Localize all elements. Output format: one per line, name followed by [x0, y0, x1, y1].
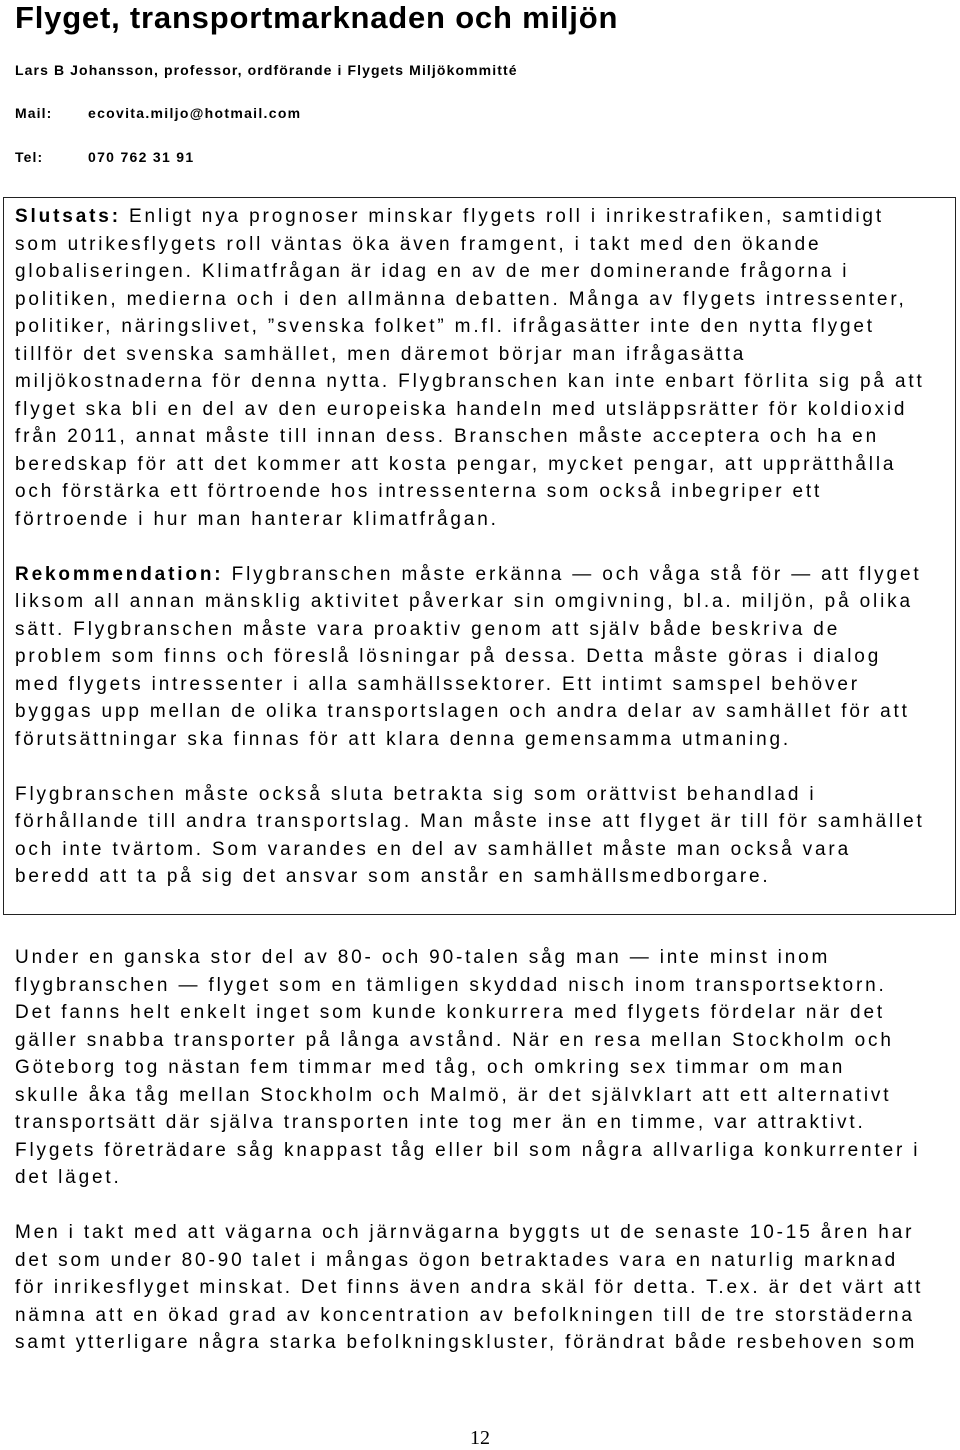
text-line: Flygbranschen måste också sluta betrakta sig som orättvist behandlad i [15, 783, 817, 805]
tel-label: Tel: [15, 149, 44, 165]
closing-paragraph [15, 781, 955, 891]
page-number: 12 [470, 1427, 490, 1449]
text-line: Under en ganska stor del av 80- och 90-talen såg man — inte minst inom [15, 947, 831, 968]
conclusion-paragraph [15, 203, 955, 533]
text-line: politiker, näringslivet, ”svenska folket” m.fl. ifrågasätter inte den nytta flyget [15, 316, 875, 337]
text-line: och inte tvärtom. Som varandes en del av samhället måste man också vara [15, 838, 851, 860]
text-line: det läget. [15, 1167, 122, 1188]
text-line: med flygets intressenter i alla samhällssektorer. Ett intimt samspel behöver [15, 673, 860, 695]
text-line: som utrikesflygets roll väntas öka även framgent, i takt med den ökande [15, 233, 822, 255]
document-title: Flyget, transportmarknaden och miljön [15, 0, 619, 35]
body-paragraph [15, 1219, 923, 1357]
text-line-content: Flygbranschen måste erkänna — och våga stå för — att flyget [231, 563, 922, 585]
author-line: Lars B Johansson, professor, ordförande i Flygets Miljökommitté [15, 62, 518, 78]
text-line [15, 561, 955, 589]
text-line: och förstärka ett förtroende hos intressenterna som också inbegriper ett [15, 481, 823, 502]
text-line: globaliseringen. Klimatfrågan är idag en av de mer dominerande frågorna i [15, 261, 850, 282]
text-line: skulle åka tåg mellan Stockholm och Malmö, är det självklart att ett alternativt [15, 1084, 892, 1106]
text-line: liksom all annan mänsklig aktivitet påverkar sin omgivning, bl.a. miljön, på olika [15, 591, 913, 612]
text-line: tillför det svenska samhället, men däremot börjar man ifrågasätta [15, 343, 747, 365]
text-line: beredd att ta på sig det ansvar som anstår en samhällsmedborgare. [15, 866, 771, 887]
text-line: för inrikesflyget minskat. Det finns även andra skäl för detta. T.ex. är det värt att [15, 1277, 924, 1298]
text-line: politiken, medierna och i den allmänna debatten. Många av flygets intressenter, [15, 288, 907, 310]
text-line: transportsätt där själva transporten inte tog mer än en timme, var attraktivt. [15, 1112, 866, 1133]
text-line: Göteborg tog nästan fem timmar med tåg, och omkring sex timmar om man [15, 1057, 846, 1078]
tel-number: 070 762 31 91 [88, 149, 195, 165]
summary-box [3, 197, 956, 915]
text-line: från 2011, annat måste till innan dess. Branschen måste acceptera och ha en [15, 426, 880, 447]
tel-row [15, 147, 194, 167]
text-line: det som under 80-90 talet i mångas ögon betraktades vara en naturlig marknad [15, 1249, 899, 1271]
mail-address: ecovita.miljo@hotmail.com [88, 105, 302, 121]
text-line: byggas upp mellan de olika transportslagen och andra delar av samhället för att [15, 701, 910, 722]
text-line [15, 203, 955, 231]
recommendation-label: Rekommendation: [15, 563, 224, 585]
text-line: samt ytterligare några starka befolkningskluster, förändrat både resbehoven som [15, 1332, 918, 1353]
text-line: problem som finns och föreslå lösningar på dessa. Detta måste göras i dialog [15, 646, 882, 667]
text-line: Det fanns helt enkelt inget som kunde konkurrera med flygets fördelar när det [15, 1002, 886, 1023]
text-line: beredskap för att det kommer att kosta pengar, mycket pengar, att upprätthålla [15, 453, 897, 475]
text-line: förhållande till andra transportslag. Man måste inse att flyget är till för samhället [15, 811, 925, 832]
text-line: flyget ska bli en del av den europeiska handeln med utsläppsrätter för koldioxid [15, 398, 908, 420]
mail-row [15, 103, 301, 123]
text-line: sätt. Flygbranschen måste vara proaktiv genom att själv både beskriva de [15, 618, 841, 640]
text-line: flygbranschen — flyget som en tämligen skyddad nisch inom transportsektorn. [15, 974, 887, 996]
recommendation-paragraph [15, 561, 955, 754]
text-line: gäller snabba transporter på långa avstånd. När en resa mellan Stockholm och [15, 1029, 894, 1051]
text-line: Men i takt med att vägarna och järnvägarna byggts ut de senaste 10-15 åren har [15, 1222, 915, 1243]
conclusion-label: Slutsats: [15, 206, 121, 227]
text-line-content: Enligt nya prognoser minskar flygets roll i inrikestrafiken, samtidigt [129, 206, 884, 227]
body-text [15, 944, 923, 1357]
text-line: miljökostnaderna för denna nytta. Flygbranschen kan inte enbart förlita sig på att [15, 371, 925, 392]
text-line: förutsättningar ska finnas för att klara denna gemensamma utmaning. [15, 728, 792, 750]
text-line: nämna att en ökad grad av koncentration av befolkningen till de tre storstäderna [15, 1304, 915, 1326]
body-paragraph [15, 944, 923, 1192]
mail-label: Mail: [15, 105, 53, 121]
text-line: förtroende i hur man hanterar klimatfrågan. [15, 508, 499, 530]
text-line: Flygets företrädare såg knappast tåg eller bil som några allvarliga konkurrenter i [15, 1139, 921, 1161]
